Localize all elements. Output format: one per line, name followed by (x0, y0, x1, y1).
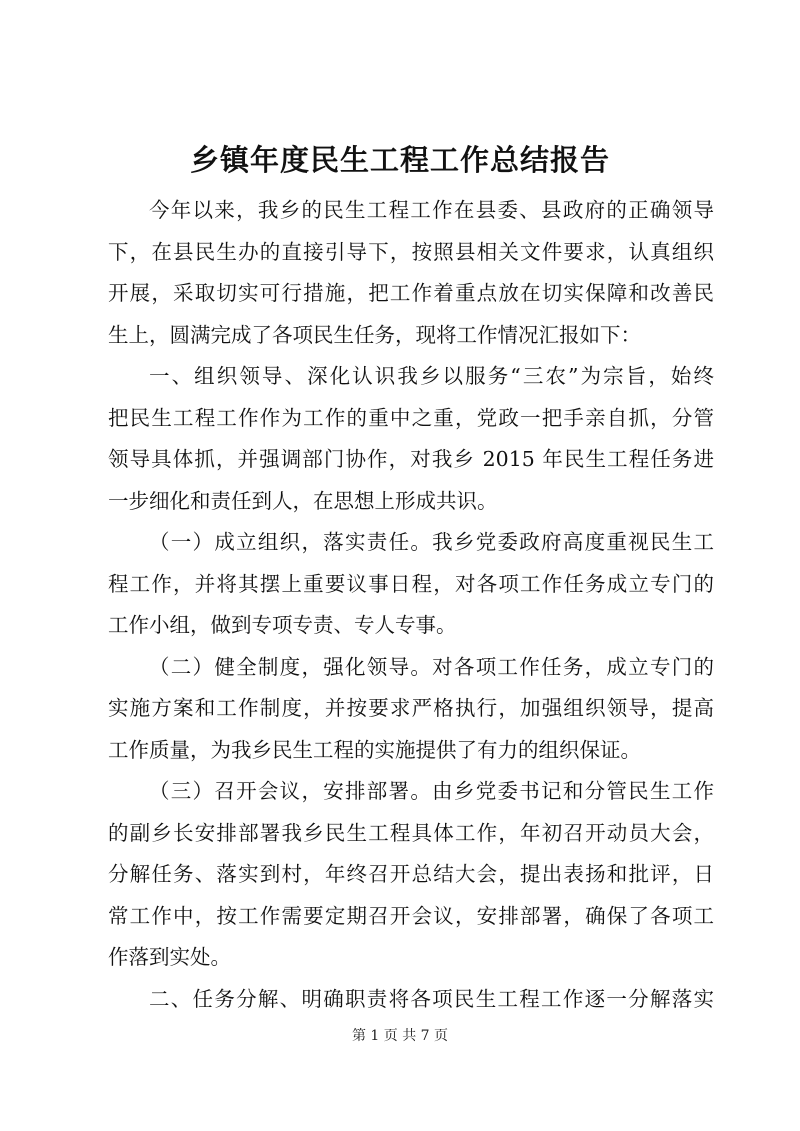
text-line: （三）召开会议，安排部署。由乡党委书记和分管民生工作 (149, 779, 714, 803)
text-line: 作落到实处。 (108, 945, 231, 969)
text-line: （二）健全制度，强化领导。对各项工作任务，成立专门的 (149, 654, 714, 679)
text-line: 今年以来，我乡的民生工程工作在县委、县政府的正确领导 (149, 198, 714, 222)
text-line: 生上，圆满完成了各项民生任务，现将工作情况汇报如下： (108, 322, 641, 347)
text-line: 二、任务分解、明确职责将各项民生工程工作逐一分解落实 (149, 986, 714, 1011)
text-line: 实施方案和工作制度，并按要求严格执行，加强组织领导，提高 (108, 696, 714, 720)
text-line: 一、组织领导、深化认识我乡以服务“三农”为宗旨，始终 (149, 364, 714, 388)
text-line: 程工作，并将其摆上重要议事日程，对各项工作任务成立专门的 (108, 571, 714, 596)
text-line: （一）成立组织，落实责任。我乡党委政府高度重视民生工 (149, 530, 714, 554)
text-line: 常工作中，按工作需要定期召开会议，安排部署，确保了各项工 (108, 903, 714, 928)
page-footer: 第 1 页 共 7 页 (351, 1028, 449, 1044)
text-line: 一步细化和责任到人，在思想上形成共识。 (108, 488, 498, 513)
text-line: 下，在县民生办的直接引导下，按照县相关文件要求，认真组织 (108, 239, 714, 264)
text-line: 工作小组，做到专项专责、专人专事。 (108, 613, 457, 637)
text-line: 工作质量，为我乡民生工程的实施提供了有力的组织保证。 (108, 737, 641, 762)
text-line: 分解任务、落实到村，年终召开总结大会，提出表扬和批评，日 (108, 862, 714, 886)
document-body (108, 190, 714, 1020)
text-line: 的副乡长安排部署我乡民生工程具体工作，年初召开动员大会， (108, 820, 714, 845)
document-title: 乡镇年度民生工程工作总结报告 (189, 143, 610, 177)
text-line: 把民生工程工作作为工作的重中之重，党政一把手亲自抓，分管 (108, 405, 714, 430)
text-line: 开展，采取切实可行措施，把工作着重点放在切实保障和改善民 (108, 281, 714, 305)
text-line: 领导具体抓，并强调部门协作，对我乡 2015 年民生工程任务进 (108, 447, 714, 471)
